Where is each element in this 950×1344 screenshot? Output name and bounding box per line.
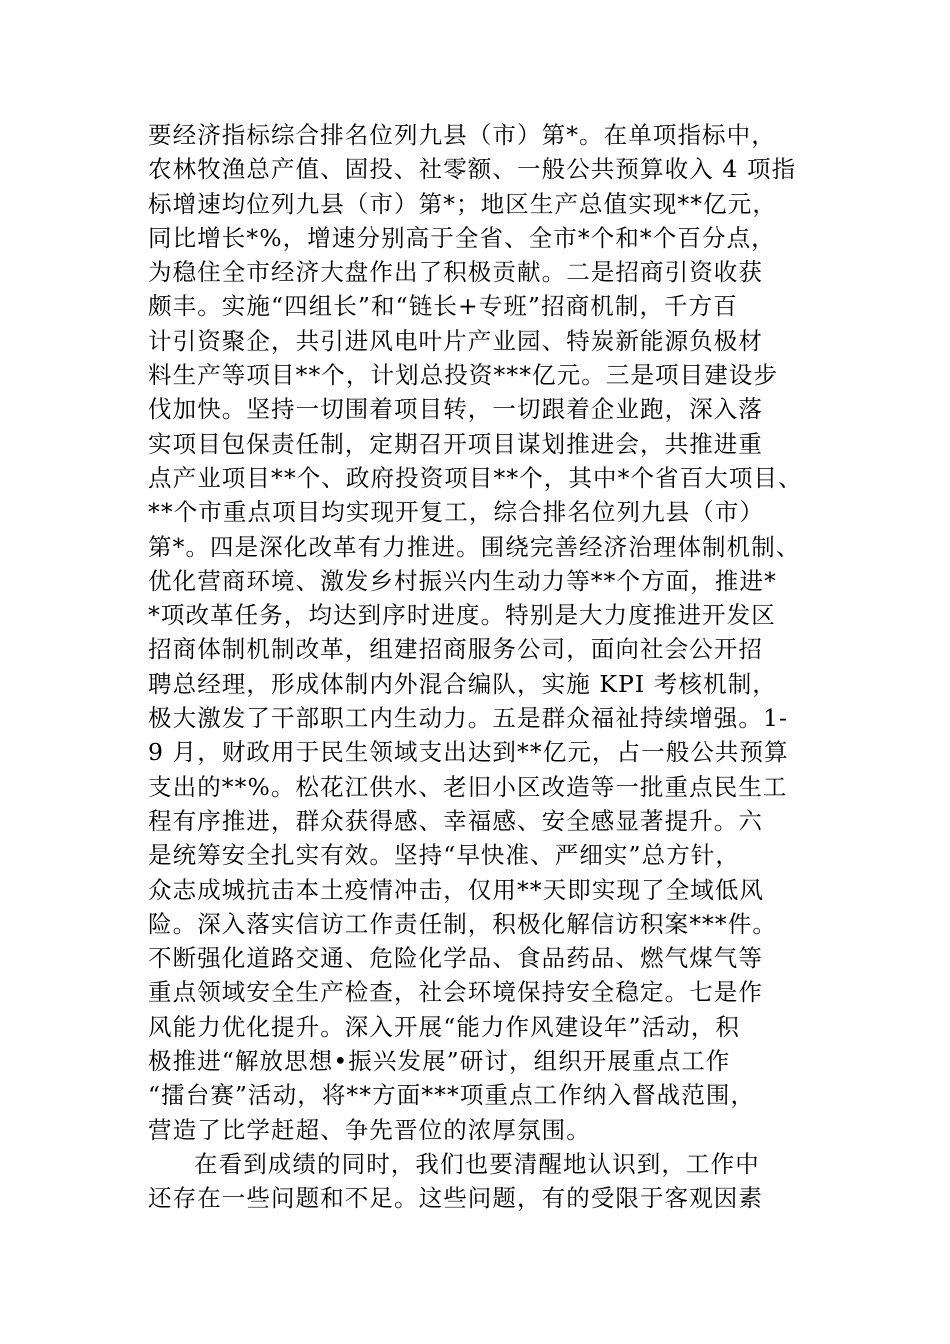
text-line: 极大激发了干部职工内生动力。五是群众福祉持续增强。1- <box>148 704 789 733</box>
text-line: 第*。四是深化改革有力推进。围绕完善经济治理体制机制、 <box>148 532 801 561</box>
text-line: 支出的**%。松花江供水、老旧小区改造等一批重点民生工 <box>148 772 788 801</box>
text-line: 还存在一些问题和不足。这些问题，有的受限于客观因素 <box>148 1184 763 1213</box>
text-line: 聘总经理，形成体制内外混合编队，实施 KPI 考核机制， <box>148 669 777 698</box>
text-line: 风能力优化提升。深入开展“能力作风建设年”活动，积 <box>148 1012 741 1041</box>
text-line: 营造了比学赶超、争先晋位的浓厚氛围。 <box>148 1115 591 1144</box>
text-line: “擂台赛”活动，将**方面***项重点工作纳入督战范围， <box>148 1081 756 1110</box>
text-line: 伐加快。坚持一切围着项目转，一切跟着企业跑，深入落 <box>148 395 763 424</box>
text-line: 9 月，财政用于民生领域支出达到**亿元，占一般公共预算 <box>148 738 789 767</box>
text-line: 重点领域安全生产检查，社会环境保持安全稳定。七是作 <box>148 978 763 1007</box>
text-line: 程有序推进，群众获得感、幸福感、安全感显著提升。六 <box>148 806 763 835</box>
text-line: 农林牧渔总产值、固投、社零额、一般公共预算收入 4 项指 <box>148 155 797 184</box>
text-line: 标增速均位列九县（市）第*；地区生产总值实现**亿元， <box>148 189 777 218</box>
text-line: 众志成城抗击本土疫情冲击，仅用**天即实现了全域低风 <box>148 875 765 904</box>
text-line: 极推进“解放思想•振兴发展”研讨，组织开展重点工作 <box>148 1047 731 1076</box>
text-line: 是统筹安全扎实有效。坚持“早快准、严细实”总方针， <box>148 841 741 870</box>
text-line: 计引资聚企，共引进风电叶片产业园、特炭新能源负极材 <box>148 326 763 355</box>
text-line: 点产业项目**个、政府投资项目**个，其中*个省百大项目、 <box>148 463 803 492</box>
text-line: 险。深入落实信访工作责任制，积极化解信访积案***件。 <box>148 909 777 938</box>
text-line: 颇丰。实施“四组长”和“链长+专班”招商机制，千方百 <box>148 292 738 321</box>
text-line: 优化营商环境、激发乡村振兴内生动力等**个方面，推进* <box>148 566 777 595</box>
text-line: 不断强化道路交通、危险化学品、食品药品、燃气煤气等 <box>148 944 763 973</box>
text-line: 实项目包保责任制，定期召开项目谋划推进会，共推进重 <box>148 429 763 458</box>
text-line: 料生产等项目**个，计划总投资***亿元。三是项目建设步 <box>148 361 779 390</box>
text-line: 要经济指标综合排名位列九县（市）第*。在单项指标中， <box>148 121 776 149</box>
text-line: *项改革任务，均达到序时进度。特别是大力度推进开发区 <box>148 601 776 630</box>
text-line: **个市重点项目均实现开复工，综合排名位列九县（市） <box>148 498 765 527</box>
text-line: 招商体制机制改革，组建招商服务公司，面向社会公开招 <box>148 635 763 664</box>
text-line: 同比增长*%，增速分别高于全省、全市*个和*个百分点， <box>148 223 776 252</box>
text-line: 为稳住全市经济大盘作出了积极贡献。二是招商引资收获 <box>148 258 763 287</box>
paragraph-start-line: 在看到成绩的同时，我们也要清醒地认识到，工作中 <box>194 1149 760 1178</box>
body-text <box>148 118 828 1216</box>
